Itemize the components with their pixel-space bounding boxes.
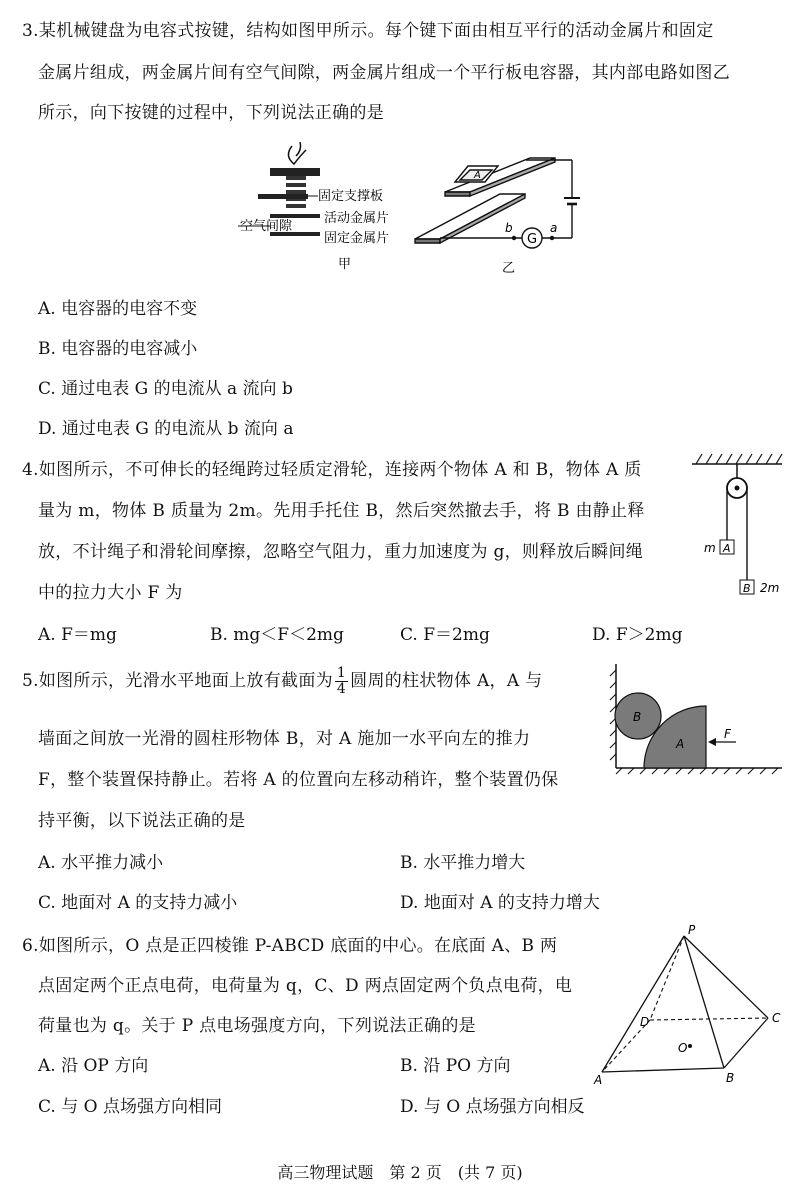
label-fig-b: 乙 — [502, 261, 516, 276]
page-footer: 高三物理试题 第 2 页 (共 7 页) — [277, 1163, 523, 1182]
label-b: b — [505, 221, 513, 235]
label-2m: 2m — [760, 581, 780, 595]
label-b: B — [633, 710, 642, 724]
frac-num: 1 — [336, 665, 347, 681]
label-a: A — [594, 1073, 603, 1087]
q4-line-4: 中的拉力大小 F 为 — [38, 583, 183, 603]
q3-figure — [230, 134, 590, 282]
label-m: m — [704, 541, 716, 555]
q6-option-c: C. 与 O 点场强方向相同 — [38, 1097, 222, 1117]
label-c: C — [772, 1011, 781, 1025]
label-d: D — [640, 1015, 650, 1029]
q4-line-1: 4.如图所示，不可伸长的轻绳跨过轻质定滑轮，连接两个物体 A 和 B，物体 A 质 — [22, 460, 642, 480]
q6-option-d: D. 与 O 点场强方向相反 — [400, 1097, 585, 1117]
label-o: O — [678, 1041, 688, 1055]
q3-line-1: 3.某机械键盘为电容式按键，结构如图甲所示。每个键下面由相互平行的活动金属片和固定 — [22, 21, 714, 41]
q5-option-a: A. 水平推力减小 — [38, 853, 164, 873]
fixed-support-board — [258, 194, 308, 199]
q4-pulley-figure — [690, 450, 790, 600]
frac-den: 4 — [336, 681, 347, 697]
q4-option-d: D. F＞2mg — [592, 625, 683, 645]
label-fig-a: 甲 — [338, 257, 352, 272]
q5-option-b: B. 水平推力增大 — [400, 853, 526, 873]
q6-line-2: 点固定两个正点电荷，电荷量为 q，C、D 两点固定两个负点电荷，电 — [38, 976, 573, 996]
label-b: B — [726, 1071, 735, 1085]
q4-option-c: C. F＝2mg — [400, 625, 490, 645]
label-a: a — [550, 221, 558, 235]
label-air-gap: 空气间隙 — [240, 219, 293, 234]
q6-pyramid-figure — [592, 922, 792, 1092]
q3-line-3: 所示，向下按键的过程中，下列说法正确的是 — [38, 103, 384, 123]
q5-line-1-post: 圆周的柱状物体 A，A 与 — [350, 671, 543, 691]
q4-option-b: B. mg＜F＜2mg — [210, 625, 344, 645]
point-a — [550, 236, 554, 240]
q5-option-d: D. 地面对 A 的支持力增大 — [400, 893, 600, 913]
q5-line-2: 墙面之间放一光滑的圆柱形物体 B，对 A 施加一水平向左的推力 — [38, 729, 531, 749]
label-b: B — [743, 582, 751, 595]
galvanometer-g: G — [527, 232, 538, 247]
q6-option-a: A. 沿 OP 方向 — [38, 1056, 149, 1076]
label-moving-plate: 活动金属片 — [324, 211, 390, 226]
q4-line-3: 放，不计绳子和滑轮间摩擦，忽略空气阻力，重力加速度为 g，则释放后瞬间绳 — [38, 542, 644, 562]
q4-option-a: A. F＝mg — [38, 625, 117, 645]
q6-line-1: 6.如图所示，O 点是正四棱锥 P-ABCD 底面的中心。在底面 A、B 两 — [22, 936, 558, 956]
q5-line-3: F，整个装置保持静止。若将 A 的位置向左移动稍许，整个装置仍保 — [38, 770, 559, 790]
q3-option-d: D. 通过电表 G 的电流从 b 流向 a — [38, 419, 294, 439]
point-b — [512, 236, 516, 240]
q5-line-4: 持平衡，以下说法正确的是 — [38, 811, 246, 831]
q5-line-1 — [22, 666, 542, 697]
label-a: A — [676, 737, 685, 751]
label-fixed-support: 固定支撑板 — [318, 189, 384, 204]
q4-line-2: 量为 m，物体 B 质量为 2m。先用手托住 B，然后突然撤去手，将 B 由静止释 — [38, 501, 645, 521]
label-a: A — [723, 542, 731, 555]
point-o — [688, 1044, 692, 1048]
q6-line-3: 荷量也为 q。关于 P 点电场强度方向，下列说法正确的是 — [38, 1016, 476, 1036]
keyboard-key-diagram — [288, 142, 306, 164]
label-p: P — [688, 923, 696, 937]
q5-option-c: C. 地面对 A 的支持力减小 — [38, 893, 238, 913]
label-fixed-plate: 固定金属片 — [324, 231, 390, 246]
fraction-quarter — [335, 666, 348, 697]
moving-plate — [270, 214, 320, 218]
q3-option-a: A. 电容器的电容不变 — [38, 299, 198, 319]
q3-option-b: B. 电容器的电容减小 — [38, 339, 198, 359]
q6-option-b: B. 沿 PO 方向 — [400, 1056, 511, 1076]
q5-figure — [606, 660, 786, 780]
q3-option-c: C. 通过电表 G 的电流从 a 流向 b — [38, 379, 293, 399]
q5-line-1-pre: 5.如图所示，光滑水平地面上放有截面为 — [22, 671, 333, 691]
label-key-a: A — [474, 170, 481, 181]
key-spring — [286, 176, 306, 208]
q3-line-2: 金属片组成，两金属片间有空气间隙，两金属片组成一个平行板电容器，其内部电路如图乙 — [38, 63, 730, 83]
label-f: F — [724, 727, 731, 741]
key-cap — [270, 168, 320, 176]
